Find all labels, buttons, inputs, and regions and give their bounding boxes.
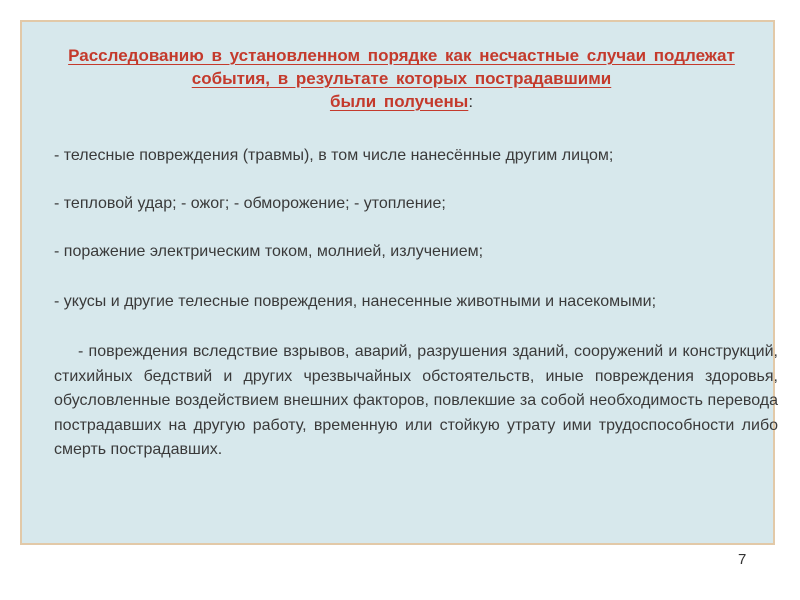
slide-heading	[44, 44, 759, 113]
content-panel	[20, 20, 778, 545]
list-item: - телесные повреждения (травмы), в том числе нанесённые другим лицом;	[54, 147, 614, 164]
heading-colon: :	[468, 92, 474, 111]
heading-line-1: Расследованию в установленном порядке как несчастные случаи подлежат	[68, 46, 735, 65]
list-item: - поражение электрическим током, молнией, излучением;	[54, 243, 484, 260]
long-list-paragraph: - повреждения вследствие взрывов, аварий, разрушения зданий, сооружений и конструкций, стихийных бедствий и других чрезвычайных обстоятельств, иные повреждения здоровья, обусловленные воздействием внешних факторов, повлекшие за собой необходимость перевода пострадавших на другую работу, временную или стойкую утрату ими трудоспособности либо смерть пострадавших.	[54, 343, 778, 458]
heading-line-3: были получены	[329, 92, 469, 111]
page-number: 7	[738, 551, 747, 568]
list-item: - укусы и другие телесные повреждения, нанесенные животными и насекомыми;	[54, 293, 657, 310]
list-item: - тепловой удар; - ожог; - обморожение; - утопление;	[54, 195, 446, 212]
heading-line-2: события, в результате которых пострадавшими	[191, 69, 612, 88]
